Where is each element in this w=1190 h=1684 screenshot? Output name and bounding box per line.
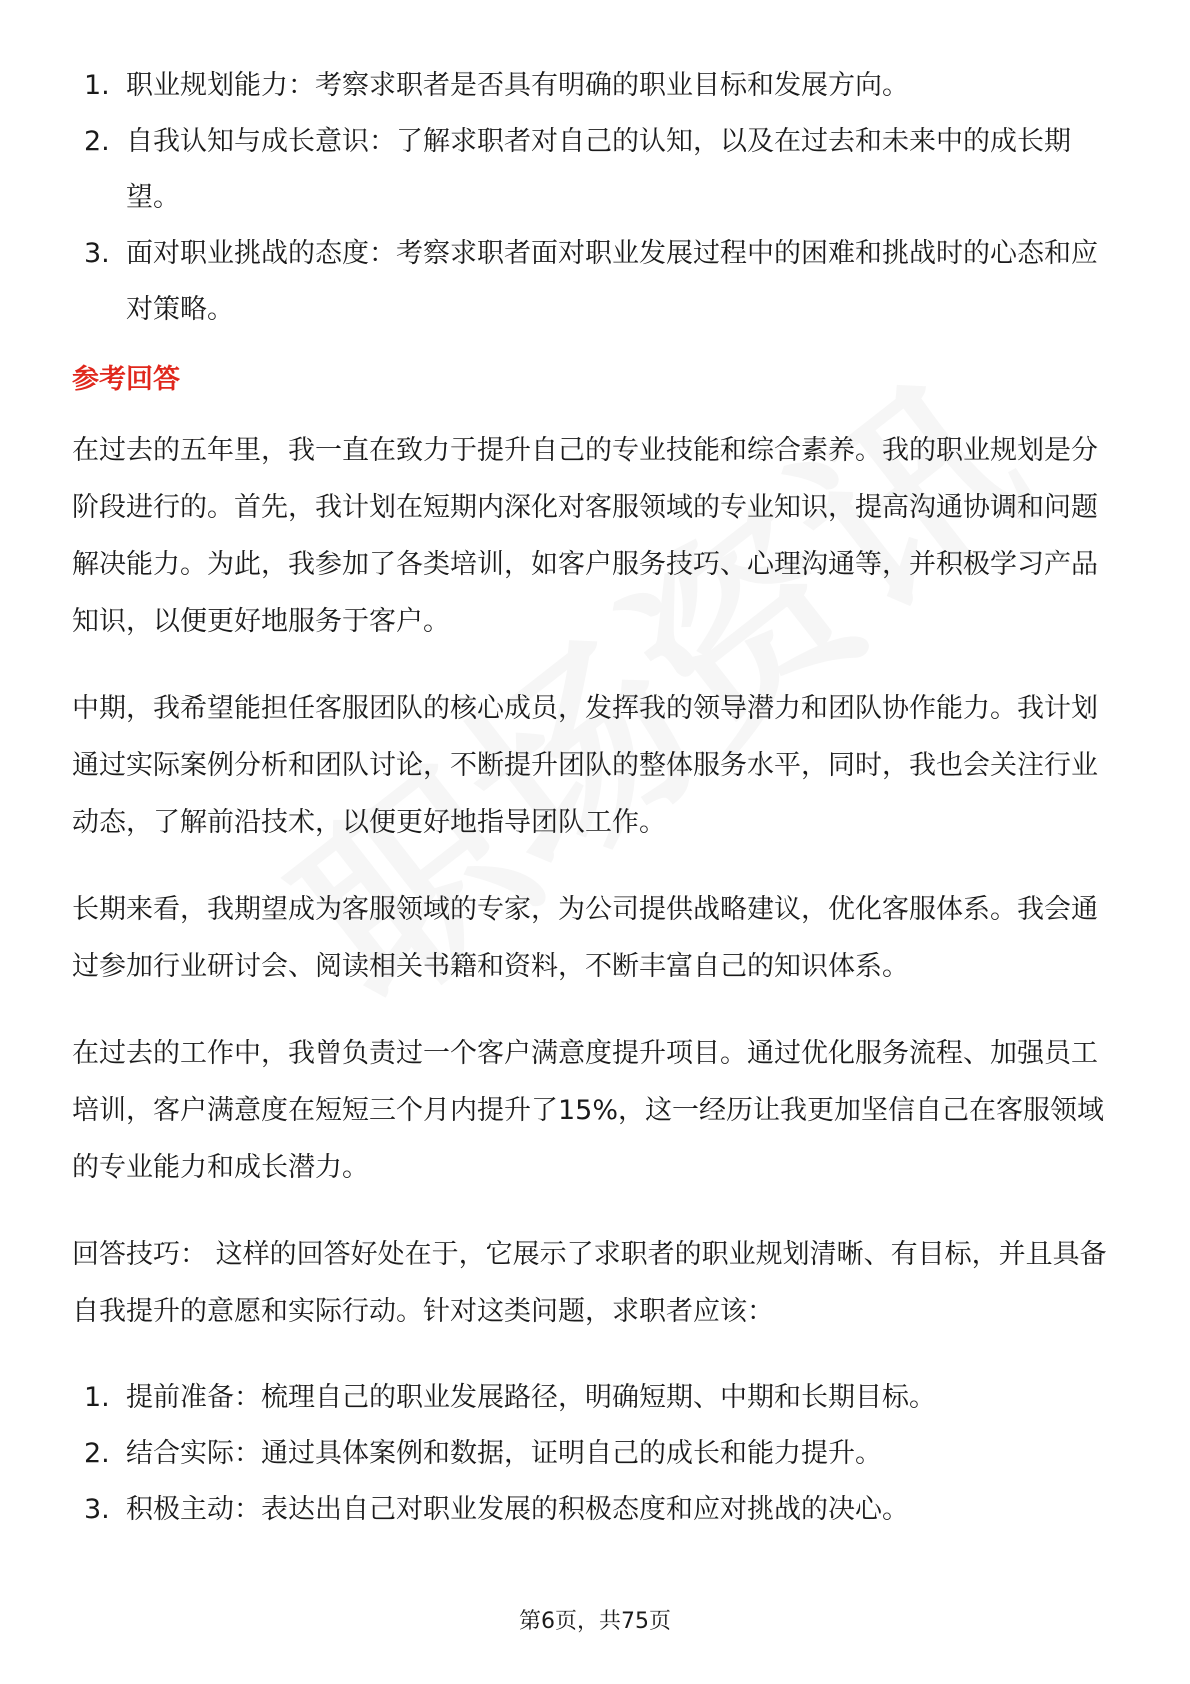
- list-item-text: 积极主动：表达出自己对职业发展的积极态度和应对挑战的决心。: [126, 1494, 909, 1525]
- list-item-text: 自我认知与成长意识：了解求职者对自己的认知，以及在过去和未来中的成长期望。: [126, 126, 1071, 213]
- list-item-text: 职业规划能力：考察求职者是否具有明确的职业目标和发展方向。: [126, 70, 909, 101]
- list-item-number: 1.: [84, 70, 110, 101]
- list-item-number: 3.: [84, 1494, 110, 1525]
- answer-paragraph: 在过去的工作中，我曾负责过一个客户满意度提升项目。通过优化服务流程、加强员工培训，客户满意度在短短三个月内提升了15%，这一经历让我更加坚信自己在客服领域的专业能力和成长潜力。: [72, 1038, 1105, 1183]
- page-content: [72, 58, 1122, 1538]
- list-item: [72, 1482, 1122, 1538]
- list-item-number: 1.: [84, 1382, 110, 1413]
- list-item: [72, 1426, 1122, 1482]
- list-item-text: 结合实际：通过具体案例和数据，证明自己的成长和能力提升。: [126, 1438, 882, 1469]
- answer-paragraph: 在过去的五年里，我一直在致力于提升自己的专业技能和综合素养。我的职业规划是分阶段进行的。首先，我计划在短期内深化对客服领域的专业知识，提高沟通协调和问题解决能力。为此，我参加了各类培训，如客户服务技巧、心理沟通等，并积极学习产品知识，以便更好地服务于客户。: [72, 435, 1098, 637]
- section-title: 参考回答: [72, 364, 180, 395]
- answer-paragraph: 中期，我希望能担任客服团队的核心成员，发挥我的领导潜力和团队协作能力。我计划通过实际案例分析和团队讨论，不断提升团队的整体服务水平，同时，我也会关注行业动态，了解前沿技术，以便更好地指导团队工作。: [72, 693, 1098, 838]
- list-item-number: 3.: [84, 238, 110, 269]
- list-item-text: 面对职业挑战的态度：考察求职者面对职业发展过程中的困难和挑战时的心态和应对策略。: [126, 238, 1098, 325]
- list-item-number: 2.: [84, 1438, 110, 1469]
- list-item-number: 2.: [84, 126, 110, 157]
- list-item-text: 提前准备：梳理自己的职业发展路径，明确短期、中期和长期目标。: [126, 1382, 936, 1413]
- evaluation-points-list: [72, 58, 1122, 338]
- list-item: [72, 226, 1122, 338]
- page-number-footer: 第6页，共75页: [519, 1609, 671, 1634]
- list-item: [72, 1370, 1122, 1426]
- tips-list: [72, 1370, 1122, 1538]
- list-item: [72, 58, 1122, 114]
- answer-paragraph: 长期来看，我期望成为客服领域的专家，为公司提供战略建议，优化客服体系。我会通过参加行业研讨会、阅读相关书籍和资料，不断丰富自己的知识体系。: [72, 894, 1098, 982]
- list-item: [72, 114, 1122, 226]
- tips-paragraph: 回答技巧： 这样的回答好处在于，它展示了求职者的职业规划清晰、有目标，并且具备自我提升的意愿和实际行动。针对这类问题，求职者应该：: [72, 1239, 1107, 1327]
